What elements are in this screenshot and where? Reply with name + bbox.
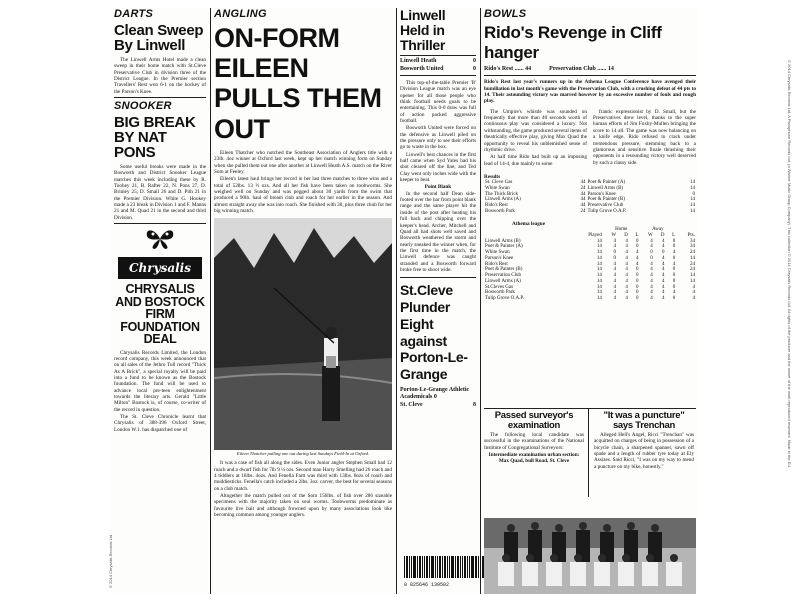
league-cell: 14: [690, 278, 695, 284]
barcode-bar: [457, 556, 459, 578]
league-cell: 4: [650, 284, 653, 290]
bowls-body: [484, 109, 696, 168]
barcode-bar: [475, 556, 477, 578]
league-cell: 34: [690, 238, 695, 244]
surveyor-name: Max Quad, bull Road, St. Cleve: [498, 458, 570, 465]
puncture-headline: "It was a puncture" says Trenchan: [603, 410, 685, 431]
league-cell: 0: [636, 278, 639, 284]
angling-section-label: ANGLING: [214, 8, 267, 20]
barcode-bar: [431, 556, 434, 578]
league-cell: 4: [613, 284, 617, 290]
barcode-bar: [480, 556, 481, 578]
league-cell: 4: [613, 273, 617, 279]
barcode-number: 0 825646 139502: [404, 582, 450, 588]
league-cell: 4: [625, 273, 628, 279]
league-header: L: [672, 232, 676, 238]
results-cell: St. Cleve Gas: [485, 180, 513, 186]
league-cell: 4: [662, 290, 665, 296]
league-header: D: [624, 232, 628, 238]
results-row: [484, 209, 696, 215]
surveyor-article: [484, 411, 584, 465]
league-cell: 4: [672, 290, 676, 296]
results-cell: 44: [580, 203, 586, 209]
barcode-bar: [404, 556, 405, 578]
league-cell: 34: [690, 244, 695, 250]
league-cell: 0: [650, 250, 653, 256]
angler-photo: [214, 218, 392, 450]
league-cell: 4: [650, 273, 653, 279]
linwell-headline: Linwell Held in Thriller: [400, 8, 446, 54]
league-cell: 0: [672, 296, 676, 302]
league-cell: 4: [613, 244, 617, 250]
league-cell: 0: [636, 273, 639, 279]
copyright-side-text: © 2014 Chrysalis Records Ltd. A Parlophone Records Ltd. (a Warner Music Group Company). This collection © 2014 Chrysalis Records Ltd. All rights of the producer and the owner of the work reproduced reserved. Made in the EU.: [787, 60, 792, 469]
darts-headline: Clean Sweep By Linwell: [114, 22, 204, 54]
league-cell: 0: [636, 244, 639, 250]
bowls-intro: Rido's Rest last year's runners up in the Athema League Conference have avenged their humiliation in last month's game with the Preservation Club, with a crushing defeat of 44 pts to 14. Their astounding victory was marred however by an excessive number of fouls and rough play.: [484, 79, 696, 105]
league-cell: White Swan: [485, 250, 510, 256]
league-cell: 0: [672, 244, 676, 250]
league-title: Athema league: [512, 220, 545, 227]
league-cell: 4: [692, 290, 695, 296]
barcode-bar: [455, 556, 456, 578]
divider: [484, 75, 696, 76]
league-cell: 4: [662, 261, 665, 267]
league-cell: St.Cleves Gas: [485, 284, 514, 290]
linwell-score-row: Linwell Heath 0: [400, 58, 476, 65]
results-cell: 0: [692, 191, 695, 197]
league-header: D: [660, 232, 665, 238]
league-table: [484, 227, 696, 302]
league-cell: 14: [596, 261, 602, 267]
league-cell: 0: [662, 250, 665, 256]
barcode-bar: [451, 556, 454, 578]
league-cell: 14: [596, 250, 602, 256]
league-cell: 4: [672, 261, 676, 267]
angling-headline: ON-FORM EILEEN PULLS THEM OUT: [214, 23, 382, 144]
league-cell: 4: [613, 267, 617, 273]
porton-score-row: Porton-Le-Grange Athletic Academicals 0: [400, 387, 470, 401]
results-cell: 14: [690, 185, 695, 191]
results-cell: Rido's Rest: [485, 203, 508, 209]
linwell-body-2: In the second half Dean side-footed over the bar from point blank range and the same player hit the inside of the post after beating his full back and chipping over the keeper's head. Archer, Mitchell and Quad all had shots well saved and Bosworth weathered the storm and nearly sneaked the winner when, for the first time in the match, the Linwell defence was caught stranded and a Bosworth forward broke free to shoot wide.: [400, 190, 476, 273]
league-header: Played: [588, 232, 602, 238]
results-cell: 44: [580, 197, 586, 203]
league-cell: 4: [662, 296, 665, 302]
barcode-bar: [462, 556, 463, 578]
league-cell: 4: [650, 296, 653, 302]
results-cell: 24: [580, 185, 586, 191]
league-cell: 4: [625, 284, 628, 290]
league-cell: Rido's Rest: [485, 261, 508, 267]
league-cell: 0: [672, 238, 676, 244]
league-cell: 14: [596, 284, 602, 290]
barcode-bar: [426, 556, 428, 578]
angling-body: Eileen Thatcher who notched the Southeast Association of Anglers title with a 23lb. 4oz winner at Oxford last week, kept up her match winning form on Sunday when she pulled them out one after another at Linwell Heath A.S. match on the River Som at Feeley. Eileen's latest haul brings her record in her last three matches to three wins and a total of 52lbs. 13 ½ ozs. And all her fish have been taken on toobworms. She weighed well on Sunday and was pegged about 30 yards from the swim that produced a 90lb. haul of bream club and roach for her earlier in the season. And almost straight away she was into roach. She finished with 30, plus three chub for her big winning match.: [214, 149, 392, 215]
league-cell: 4: [625, 261, 628, 267]
surveyor-body: The following local candidate was successful in the examinations of the National Institute of Congregational Surveyors:: [484, 432, 584, 451]
barcode-bar: [447, 556, 448, 578]
divider: [114, 97, 206, 98]
league-cell: 4: [625, 290, 628, 296]
results-cell: The Thick Brick: [485, 191, 518, 197]
bowls-column: [484, 8, 696, 408]
left-side-text: © 2014 Chrysalis Records Ltd: [108, 534, 113, 588]
point-blank-subhead: Point Blank: [424, 184, 452, 191]
league-cell: Linwell Arms (A): [485, 278, 521, 284]
league-cell: 14: [596, 273, 602, 279]
league-cell: 4: [692, 296, 695, 302]
barcode-bar: [437, 556, 438, 578]
divider: [400, 277, 476, 278]
league-cell: 14: [596, 290, 602, 296]
puncture-body: Alleged Hell's Angel, Ricci "Trenchan" was acquitted on charges of being in possession of a bicycle chain, a sharpened spanner, sawn off spade and a length of rubber tyre today at Ely Assizes. Said Ricci, "I was on my way to mend a puncture on my bike, honestly.": [594, 432, 694, 470]
league-cell: 4: [625, 278, 628, 284]
stcleve-score-row: St. Cleve 8: [400, 401, 476, 408]
barcode-bar: [413, 556, 416, 578]
league-cell: 14: [690, 273, 695, 279]
bowls-body-col2: frantic expressionist by D. Small, but the Preservatives drew level, thanks to the super human efforts of Jim Foxby-Mullen bringing the score to 14 all. The game was now balancing on a knife edge. Rido refused to crack under tremendous pressure, stemming back to a glamorous and sensitive finale thrashing their opponents in a resounding victory well deserved by such a classy side.: [593, 108, 696, 166]
league-cell: 4: [650, 267, 653, 273]
league-cell: Linwell Arms (B): [485, 238, 521, 244]
barcode-bar: [422, 556, 423, 578]
league-header: L: [635, 232, 639, 238]
league-cell: 4: [613, 290, 617, 296]
barcode: [404, 556, 485, 578]
barcode-bar: [429, 556, 430, 578]
results-cell: Poet & Painter (B): [587, 197, 625, 203]
stcleve-headline: St.Cleve Plunder Eight against Porton-Le-Grange: [400, 282, 468, 383]
league-cell: 4: [613, 238, 617, 244]
barcode-bar: [439, 556, 441, 578]
league-group-header: Home: [615, 227, 628, 233]
league-cell: 4: [625, 267, 628, 273]
league-cell: 14: [596, 244, 602, 250]
bowls-section-label: BOWLS: [484, 8, 527, 20]
barcode-bar: [411, 556, 412, 578]
league-cell: 14: [596, 255, 602, 261]
results-title: Results: [484, 173, 501, 180]
bowls-score-row: Rido's Rest ...... 44 Preservation Club ...... 14: [484, 66, 614, 73]
league-cell: 14: [596, 296, 602, 302]
league-cell: 4: [650, 290, 653, 296]
league-header: W: [647, 232, 653, 238]
chrysalis-headline: CHRYSALIS AND BOSTOCK FIRM FOUNDATION DEAL: [115, 282, 205, 347]
league-cell: 4: [650, 261, 653, 267]
league-cell: 4: [662, 267, 665, 273]
results-cell: 14: [690, 203, 695, 209]
league-cell: Poet & Painter (B): [485, 267, 523, 273]
column-rule: [588, 409, 589, 497]
barcode-bar: [444, 556, 446, 578]
surveyor-headline: Passed surveyor's examination: [494, 410, 574, 431]
results-table: [484, 180, 696, 215]
league-cell: 4: [662, 255, 665, 261]
barcode-bar: [419, 556, 421, 578]
results-cell: 24: [580, 208, 586, 214]
barcode-bar: [417, 556, 418, 578]
league-cell: Bosworth Park: [485, 290, 515, 296]
butterfly-icon: [114, 228, 206, 255]
league-cell: 0: [613, 250, 617, 256]
league-cell: 4: [662, 278, 665, 284]
league-cell: 4: [662, 238, 665, 244]
league-cell: 4: [692, 284, 695, 290]
league-cell: Parson's Knee: [485, 255, 514, 261]
bottom-right-boxes: [484, 408, 696, 498]
snooker-body: Some useful breaks were made in the Bosworth and District Snooker League matches this week including these by R. Toohey 21, B. Rafter 22, N. Pons 27, D. Brinley 25, D. Small 26 and D. Pith 21 in the Premier Division. White G. Hookey made a 23 break in Division 1 and F. Manns 21 and M. Quad 21 in the second and third Division.: [114, 164, 206, 221]
barcode-bar: [449, 556, 450, 578]
divider: [400, 75, 476, 76]
chrysalis-logo: Chrysalis: [118, 257, 202, 279]
results-cell: 14: [690, 180, 695, 186]
league-cell: 4: [625, 255, 628, 261]
chrysalis-body: Chrysalis Records Limited, the London record company, this week announced that on all sales of the Jethro Tull record "Thick As A Brick", a special royalty will be paid into a fund to be known as the Bostock foundation. The fund will be used to advance local pre-teen enlightenment towards the literary arts. Gerald "Little Milton" Bostock is, of course, co-writer of the record in question. The St. Cleve Chronicle learnt that Chrysalis of 388-396 Oxford Street, London W.1. has dispatched one of: [114, 349, 206, 433]
league-cell: 0: [613, 255, 617, 261]
league-cell: 4: [613, 261, 617, 267]
league-cell: 0: [636, 296, 639, 302]
league-cell: 0: [672, 273, 676, 279]
league-cell: 0: [636, 290, 639, 296]
league-cell: 24: [690, 261, 695, 267]
team-photo: [484, 518, 696, 594]
league-cell: 14: [596, 278, 602, 284]
snooker-section-label: SNOOKER: [114, 100, 172, 113]
darts-section-label: DARTS: [114, 8, 154, 20]
results-cell: 44: [580, 191, 586, 197]
league-cell: 4: [625, 296, 628, 302]
league-cell: 14: [596, 238, 602, 244]
barcode-bar: [464, 556, 466, 578]
results-cell: Poet & Painter (A): [587, 180, 626, 186]
results-cell: Tulip Grove O.A.P.: [587, 208, 627, 214]
league-cell: 14: [690, 255, 695, 261]
league-cell: 0: [636, 238, 639, 244]
league-cell: Preservation Club: [485, 273, 521, 279]
angler-photo-caption: Eileen Thatcher pulling one out during last Sundays Field-In at Oxford.: [236, 451, 370, 457]
barcode-bar: [406, 556, 408, 578]
angling-column: [214, 8, 392, 594]
league-cell: 4: [650, 244, 653, 250]
column-rule: [396, 8, 397, 594]
newspaper-page: [110, 8, 698, 594]
column-rule: [480, 8, 481, 594]
league-cell: 4: [625, 244, 628, 250]
league-group-header: Away: [652, 227, 664, 233]
bosworth-score-row: Bosworth United 0: [400, 65, 476, 72]
bowls-headline: Rido's Revenge in Cliff hanger: [484, 23, 662, 62]
barcode-bar: [442, 556, 443, 578]
league-cell: 0: [672, 278, 676, 284]
divider: [114, 223, 206, 224]
league-cell: 24: [690, 267, 695, 273]
league-cell: 4: [636, 250, 639, 256]
league-cell: 4: [625, 238, 628, 244]
results-cell: Preservative Club: [587, 203, 624, 209]
linwell-body: This top-of-the-table Premier 'B' Division League match was an eye opener for all those people who think football needs goals to be entertaining. This 0-0 draw was full of action packed aggressive football. Bosworth United were forced on the defensive as Linwell piled on the pressure only to see their efforts go to waste in the box. Linwell's best chances in the first half came when Syd Yates had his shot cleared off the line, and Ted Clay went only inches wide with the keeper to beat.: [400, 79, 476, 184]
darts-body: The Linwell Arms Hotel made a clean sweep in their home match with St.Cleve Preservative Club in division three of the District League. In the Premier section Travellers' Rest won 6-1 on the hockey of the Parson's Knee.: [114, 57, 206, 95]
results-cell: White Swan: [485, 185, 510, 191]
league-cell: 4: [636, 255, 639, 261]
barcode-bar: [435, 556, 436, 578]
league-cell: 0: [636, 267, 639, 273]
barcode-bar: [460, 556, 461, 578]
results-cell: Linwell Arms (B): [587, 185, 624, 191]
league-header: W: [611, 232, 617, 238]
league-cell: 4: [662, 284, 665, 290]
league-header: Pts.: [687, 232, 695, 238]
column-rule: [210, 8, 211, 594]
league-cell: 4: [613, 296, 617, 302]
league-cell: 4: [662, 244, 665, 250]
puncture-article: [594, 411, 694, 471]
league-cell: 4: [613, 278, 617, 284]
barcode-bar: [469, 556, 470, 578]
league-cell: 4: [636, 261, 639, 267]
barcode-bar: [467, 556, 468, 578]
results-cell: Parson's Knee: [587, 191, 616, 197]
league-row: [484, 296, 696, 302]
league-cell: 4: [662, 273, 665, 279]
results-cell: Bosworth Park: [485, 208, 515, 214]
results-cell: 44: [580, 180, 586, 186]
league-cell: 24: [690, 250, 695, 256]
divider: [400, 55, 476, 56]
snooker-headline: BIG BREAK BY NAT PONS: [114, 114, 196, 162]
league-cell: 0: [672, 267, 676, 273]
league-cell: 0: [650, 255, 653, 261]
results-cell: 14: [690, 197, 695, 203]
results-cell: Linwell Arms (A): [485, 197, 521, 203]
league-cell: 4: [650, 278, 653, 284]
league-cell: Poet & Painter (A): [485, 244, 523, 250]
results-cell: 14: [690, 208, 695, 214]
league-cell: Tulip Grove O.A.P.: [485, 296, 524, 302]
league-cell: 4: [625, 250, 628, 256]
bowls-body-col1: The Umpire's whistle was sounded on frequently that more than 40 seconds worth of continuous play was considered a luxury. Not withstanding, the game produced several items of theatrically effective play, giving Max Quad the opportunity to reveal his unblemished sense of rhythmic drive. At half time Rido had built up an imposing lead of 14-4, due mainly to some: [484, 108, 588, 167]
league-cell: 0: [636, 284, 639, 290]
league-cell: 4: [650, 238, 653, 244]
barcode-bar: [471, 556, 474, 578]
league-cell: 0: [672, 284, 676, 290]
barcode-bar: [478, 556, 479, 578]
angling-body-bottom: It was a case of fish all along the sides. Even Junior angler Stephen Small had 12 roach and a dwarf fish for 7lb 9 ¼ ozs. Second man Harry Smelling had 26 roach and 4 tiddlers at 16lbs. 4ozs. And Fenella Fartt was third with 13lbs. 8ozs of roach and muddiesticks. Fenella's catch included a 2lbs. 3oz. carver, the best for several seasons on a club match. Altogether the match pulled out of the Som 156lbs. of fish over 286 sizeable specimens with the majority taken on soul worms. Toobworms predominate as favourite live bait and although frowned upon by many associations look like becoming common among younger anglers.: [214, 460, 392, 519]
barcode-bar: [409, 556, 410, 578]
league-cell: 4: [672, 250, 676, 256]
linwell-column: [400, 8, 476, 594]
surveyor-sub: Intermediate examination urban section:: [488, 452, 580, 459]
league-cell: 14: [596, 267, 602, 273]
league-cell: 0: [672, 255, 676, 261]
barcode-bar: [424, 556, 425, 578]
